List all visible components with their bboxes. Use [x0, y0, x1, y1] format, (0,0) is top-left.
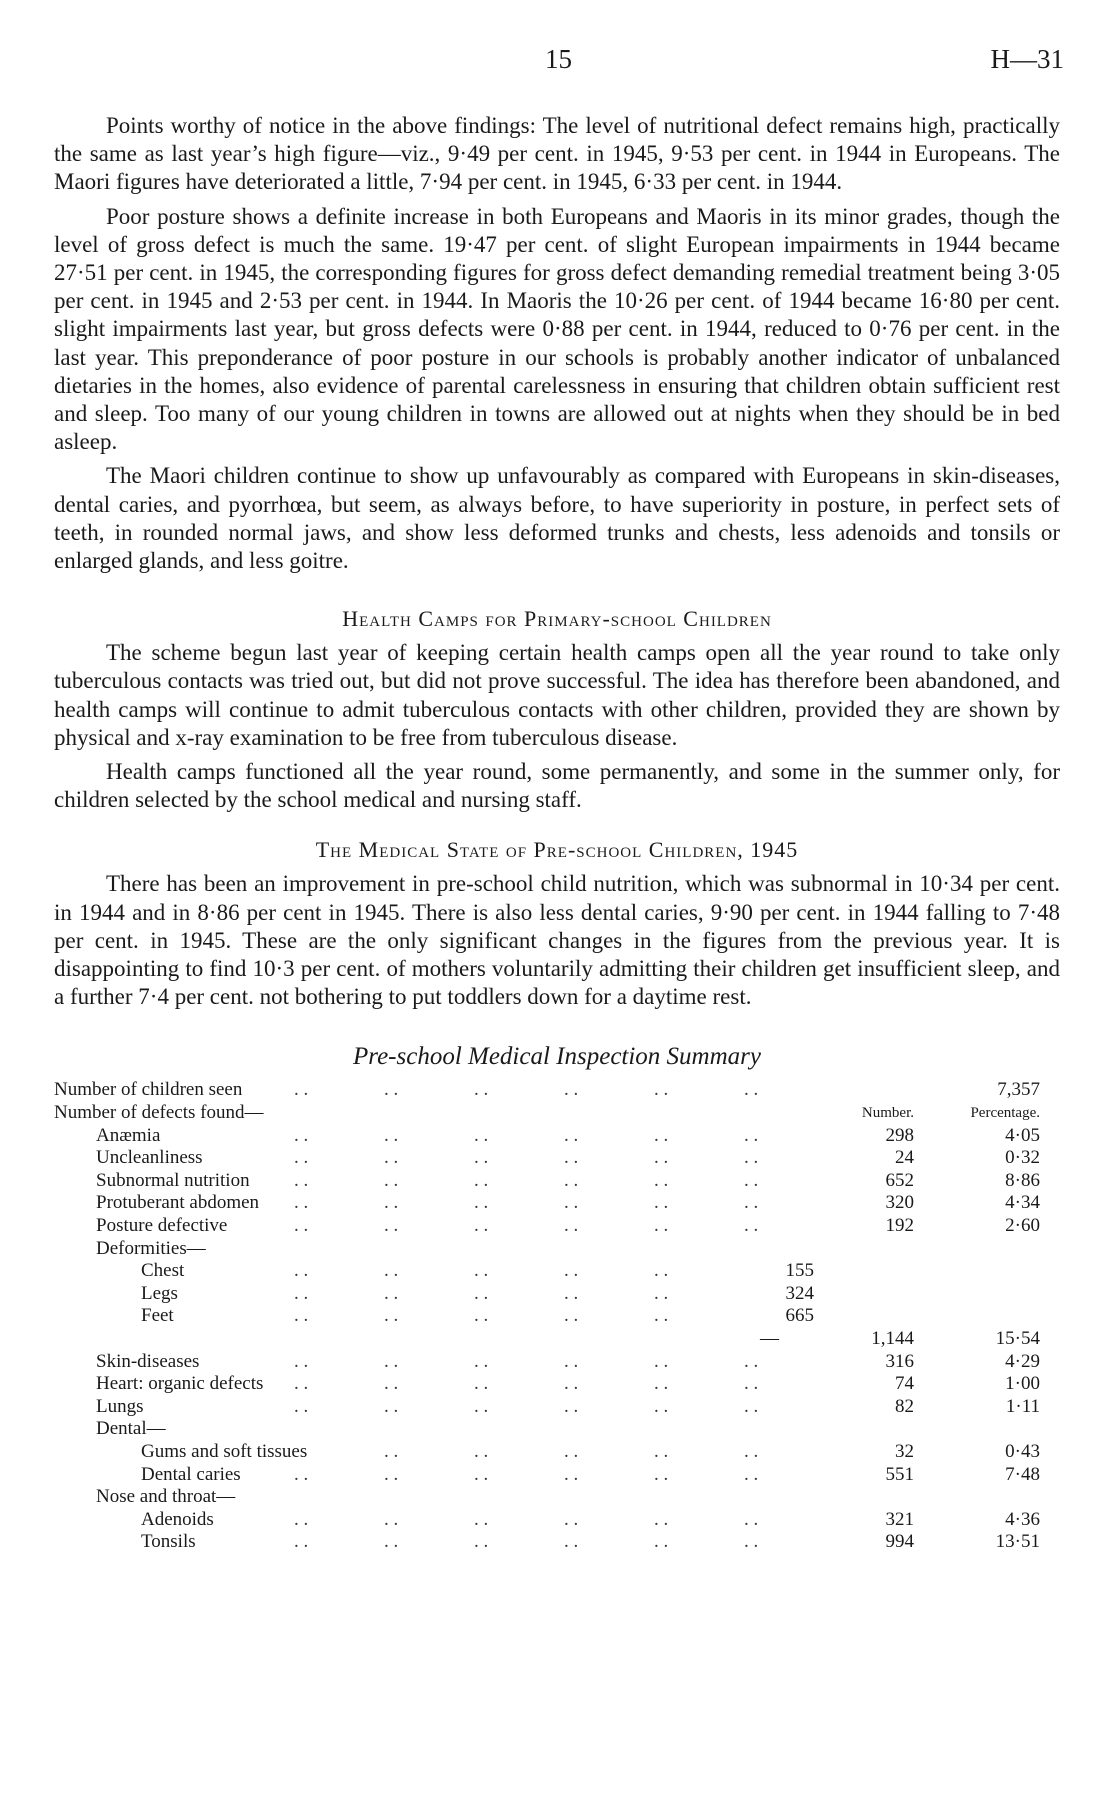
nose-throat-group-label — [54, 1486, 1060, 1509]
leader-dot: . . — [564, 1350, 579, 1372]
leader-dot: . . — [474, 1373, 489, 1395]
leader-dot: . . — [744, 1147, 759, 1169]
column-header-percentage: Percentage. — [970, 1105, 1040, 1122]
row-label: Legs — [141, 1282, 178, 1304]
leader-dot: . . — [564, 1508, 579, 1530]
row-number: 74 — [895, 1373, 914, 1395]
leader-dot: . . — [654, 1508, 669, 1530]
row-percentage: 7·48 — [1005, 1463, 1040, 1485]
row-number: 994 — [885, 1531, 914, 1553]
leader-dot: . . — [654, 1463, 669, 1485]
leader-dot: . . — [384, 1373, 399, 1395]
leader-dot: . . — [654, 1147, 669, 1169]
row-percentage: 4·29 — [1005, 1350, 1040, 1372]
leader-dot: . . — [474, 1395, 489, 1417]
leader-dot: . . — [294, 1124, 309, 1146]
row-number: 192 — [885, 1215, 914, 1237]
row-subvalue: 324 — [785, 1282, 814, 1304]
leader-dot: . . — [294, 1169, 309, 1191]
deformities-total-row — [54, 1328, 1060, 1351]
leader-dot: . . — [564, 1531, 579, 1553]
leader-dot: . . — [654, 1305, 669, 1327]
table-row — [54, 1464, 1060, 1487]
table-row — [54, 1147, 1060, 1170]
table-row — [54, 1192, 1060, 1215]
row-label: Adenoids — [141, 1508, 214, 1530]
page-number: 15 — [545, 44, 572, 74]
leader-dot: . . — [654, 1395, 669, 1417]
row-percentage: 4·34 — [1005, 1192, 1040, 1214]
table-row — [54, 1531, 1060, 1554]
row-label: Number of children seen — [54, 1079, 243, 1101]
row-label: Deformities— — [96, 1237, 206, 1259]
leader-dot: . . — [564, 1192, 579, 1214]
leader-dot: . . — [474, 1215, 489, 1237]
row-number: 652 — [885, 1169, 914, 1191]
paragraph-health-camps-functioned: Health camps functioned all the year round, some permanently, and some in the summer only, for children selected by the school medical and nursing staff. — [54, 759, 1060, 813]
leader-dot: . . — [384, 1079, 399, 1101]
leader-dot: . . — [384, 1350, 399, 1372]
leader-dot: . . — [654, 1373, 669, 1395]
leader-dot: . . — [564, 1305, 579, 1327]
leader-dot: . . — [564, 1282, 579, 1304]
row-label: Lungs — [96, 1395, 144, 1417]
leader-dot: . . — [294, 1463, 309, 1485]
leader-dot: . . — [294, 1395, 309, 1417]
row-number: 298 — [885, 1124, 914, 1146]
paragraph-posture: Poor posture shows a definite increase in both Europeans and Maoris in its minor grades, though the level of gross defect is much the same. 19·47 per cent. of slight European impairments in 1944 became 27·51 per cent. in 1945, the corresponding figures for gross defect demanding remedial treatment being 3·05 per cent. in 1945 and 2·53 per cent. in 1944. In Maoris the 10·26 per cent. of 1944 became 16·80 per cent. slight impairments last year, but gross defects were 0·88 per cent. in 1944, reduced to 0·76 per cent. in the last year. This preponderance of poor posture in our schools is probably another indicator of unbalanced dietaries in the homes, also evidence of parental carelessness in ensuring that children obtain sufficient rest and sleep. Too many of our young children in towns are allowed out at nights when they should be in bed asleep. — [54, 203, 1060, 455]
leader-dot: . . — [294, 1508, 309, 1530]
leader-dot: . . — [564, 1147, 579, 1169]
table-row — [54, 1373, 1060, 1396]
row-percentage: 1·11 — [1005, 1395, 1040, 1417]
row-label: Feet — [141, 1305, 174, 1327]
leader-dot: . . — [564, 1079, 579, 1101]
leader-dot: . . — [474, 1305, 489, 1327]
table-row — [54, 1283, 1060, 1306]
leader-dot: . . — [384, 1395, 399, 1417]
leader-dot: . . — [654, 1440, 669, 1462]
row-label: Nose and throat— — [96, 1486, 236, 1508]
leader-dot: . . — [654, 1350, 669, 1372]
row-label: Dental— — [96, 1418, 166, 1440]
row-percentage: 1·00 — [1005, 1373, 1040, 1395]
children-seen-value: 7,357 — [997, 1079, 1040, 1101]
row-number: 316 — [885, 1350, 914, 1372]
row-percentage: 13·51 — [995, 1531, 1040, 1553]
table-row — [54, 1260, 1060, 1283]
paragraph-preschool: There has been an improvement in pre-school child nutrition, which was subnormal in 10·34 per cent. in 1944 and in 8·86 per cent in 1945. There is also less dental caries, 9·90 per cent. in 1944 falling to 7·48 per cent. in 1945. These are the only significant changes in the figures from the previous year. It is disappointing to find 10·3 per cent. of mothers voluntarily admitting their children get insufficient sleep, and a further 7·4 per cent. not bothering to put toddlers down for a daytime rest. — [54, 871, 1060, 1010]
leader-dot: . . — [294, 1147, 309, 1169]
leader-dot: . . — [294, 1531, 309, 1553]
leader-dot: . . — [294, 1192, 309, 1214]
leader-dot: . . — [654, 1124, 669, 1146]
deformities-percentage: 15·54 — [995, 1328, 1040, 1350]
leader-dot: . . — [564, 1215, 579, 1237]
summary-title: Pre-school Medical Inspection Summary — [353, 1043, 761, 1071]
leader-dot: . . — [564, 1169, 579, 1191]
leader-dot: . . — [474, 1192, 489, 1214]
row-percentage: 8·86 — [1005, 1169, 1040, 1191]
table-row — [54, 1351, 1060, 1374]
leader-dot: . . — [384, 1147, 399, 1169]
leader-dot: . . — [294, 1260, 309, 1282]
leader-dot: . . — [744, 1463, 759, 1485]
row-number: 24 — [895, 1147, 914, 1169]
leader-dot: . . — [474, 1079, 489, 1101]
leader-dot: . . — [744, 1124, 759, 1146]
leader-dot: . . — [654, 1282, 669, 1304]
leader-dot: . . — [474, 1282, 489, 1304]
table-row — [54, 1125, 1060, 1148]
page-reference: H—31 — [990, 44, 1064, 74]
heading-preschool: The Medical State of Pre-school Children, 1945 — [315, 837, 799, 863]
leader-dot: . . — [744, 1215, 759, 1237]
leader-dot: . . — [384, 1169, 399, 1191]
row-number: 551 — [885, 1463, 914, 1485]
leader-dot: . . — [654, 1260, 669, 1282]
leader-dot: . . — [384, 1192, 399, 1214]
row-number: 320 — [885, 1192, 914, 1214]
row-number: 82 — [895, 1395, 914, 1417]
leader-dot: . . — [384, 1463, 399, 1485]
leader-dot: . . — [384, 1215, 399, 1237]
leader-dot: . . — [654, 1192, 669, 1214]
leader-dot: . . — [294, 1373, 309, 1395]
leader-dot: . . — [564, 1440, 579, 1462]
row-subvalue: 665 — [785, 1305, 814, 1327]
row-label: Protuberant abdomen — [96, 1192, 260, 1214]
row-label: Gums and soft tissues — [141, 1440, 308, 1462]
leader-dot: . . — [564, 1373, 579, 1395]
leader-dot: . . — [744, 1395, 759, 1417]
row-label: Dental caries — [141, 1463, 241, 1485]
row-number: 32 — [895, 1440, 914, 1462]
row-label: Skin-diseases — [96, 1350, 200, 1372]
row-percentage: 0·43 — [1005, 1440, 1040, 1462]
summary-row-children-seen — [54, 1079, 1060, 1102]
table-row — [54, 1509, 1060, 1532]
column-header-number: Number. — [861, 1105, 914, 1122]
table-row — [54, 1305, 1060, 1328]
row-label: Tonsils — [141, 1531, 196, 1553]
row-percentage: 0·32 — [1005, 1147, 1040, 1169]
leader-dot: . . — [474, 1350, 489, 1372]
deformities-group-label — [54, 1238, 1060, 1261]
leader-dot: . . — [744, 1440, 759, 1462]
row-number: 321 — [885, 1508, 914, 1530]
leader-dot: . . — [294, 1350, 309, 1372]
row-subvalue: 155 — [785, 1260, 814, 1282]
summary-table — [54, 1079, 1060, 1553]
row-percentage: 4·36 — [1005, 1508, 1040, 1530]
row-label: Chest — [141, 1260, 185, 1282]
leader-dot: . . — [384, 1260, 399, 1282]
paragraph-nutrition: Points worthy of notice in the above findings: The level of nutritional defect remains high, practically the same as last year’s high figure—viz., 9·49 per cent. in 1945, 9·53 per cent. in 1944 in Europeans. The Maori figures have deteriorated a little, 7·94 per cent. in 1945, 6·33 per cent. in 1944. — [54, 113, 1060, 195]
leader-dot: . . — [744, 1350, 759, 1372]
leader-dot: . . — [384, 1282, 399, 1304]
leader-dot: . . — [564, 1395, 579, 1417]
paragraph-maori-children: The Maori children continue to show up unfavourably as compared with Europeans in skin-diseases, dental caries, and pyorrhœa, but seem, as always before, to have superiority in posture, in perfect sets of teeth, in rounded normal jaws, and show less deformed trunks and chests, less adenoids and tonsils or enlarged glands, and less goitre. — [54, 463, 1060, 574]
page-header — [0, 44, 1114, 84]
body-text — [54, 112, 1060, 1554]
row-percentage: 2·60 — [1005, 1215, 1040, 1237]
leader-dot: . . — [654, 1169, 669, 1191]
leader-dot: . . — [744, 1079, 759, 1101]
table-row — [54, 1215, 1060, 1238]
leader-dot: . . — [474, 1169, 489, 1191]
leader-dot: . . — [294, 1079, 309, 1101]
row-label: Uncleanliness — [96, 1147, 203, 1169]
leader-dot: . . — [474, 1440, 489, 1462]
leader-dot: . . — [744, 1169, 759, 1191]
leader-dot: . . — [384, 1531, 399, 1553]
table-row — [54, 1396, 1060, 1419]
leader-dot: . . — [744, 1508, 759, 1530]
row-label: Heart: organic defects — [96, 1373, 264, 1395]
paragraph-health-camps-scheme: The scheme begun last year of keeping certain health camps open all the year round to take only tuberculous contacts was tried out, but did not prove successful. The idea has therefore been abandoned, and health camps will continue to admit tuberculous contacts with other children, provided they are shown by physical and x-ray examination to be free from tuberculous disease. — [54, 640, 1060, 750]
table-row — [54, 1441, 1060, 1464]
deformities-total: 1,144 — [871, 1328, 914, 1350]
leader-dot: . . — [744, 1373, 759, 1395]
total-dash: — — [760, 1328, 779, 1350]
leader-dot: . . — [294, 1305, 309, 1327]
row-label: Subnormal nutrition — [96, 1169, 250, 1191]
leader-dot: . . — [474, 1463, 489, 1485]
row-label: Posture defective — [96, 1215, 228, 1237]
row-label: Anæmia — [96, 1124, 161, 1146]
summary-row-defects-found — [54, 1102, 1060, 1125]
leader-dot: . . — [384, 1440, 399, 1462]
leader-dot: . . — [474, 1531, 489, 1553]
leader-dot: . . — [654, 1531, 669, 1553]
table-row — [54, 1170, 1060, 1193]
leader-dot: . . — [474, 1124, 489, 1146]
leader-dot: . . — [474, 1508, 489, 1530]
leader-dot: . . — [384, 1305, 399, 1327]
leader-dot: . . — [564, 1124, 579, 1146]
row-percentage: 4·05 — [1005, 1124, 1040, 1146]
leader-dot: . . — [474, 1260, 489, 1282]
leader-dot: . . — [654, 1079, 669, 1101]
leader-dot: . . — [294, 1282, 309, 1304]
leader-dot: . . — [744, 1192, 759, 1214]
dental-group-label — [54, 1418, 1060, 1441]
heading-health-camps: Health Camps for Primary-school Children — [342, 606, 772, 632]
row-label: Number of defects found— — [54, 1102, 264, 1124]
leader-dot: . . — [654, 1215, 669, 1237]
leader-dot: . . — [384, 1124, 399, 1146]
leader-dot: . . — [564, 1463, 579, 1485]
leader-dot: . . — [384, 1508, 399, 1530]
leader-dot: . . — [564, 1260, 579, 1282]
leader-dot: . . — [744, 1531, 759, 1553]
leader-dot: . . — [474, 1147, 489, 1169]
leader-dot: . . — [294, 1215, 309, 1237]
